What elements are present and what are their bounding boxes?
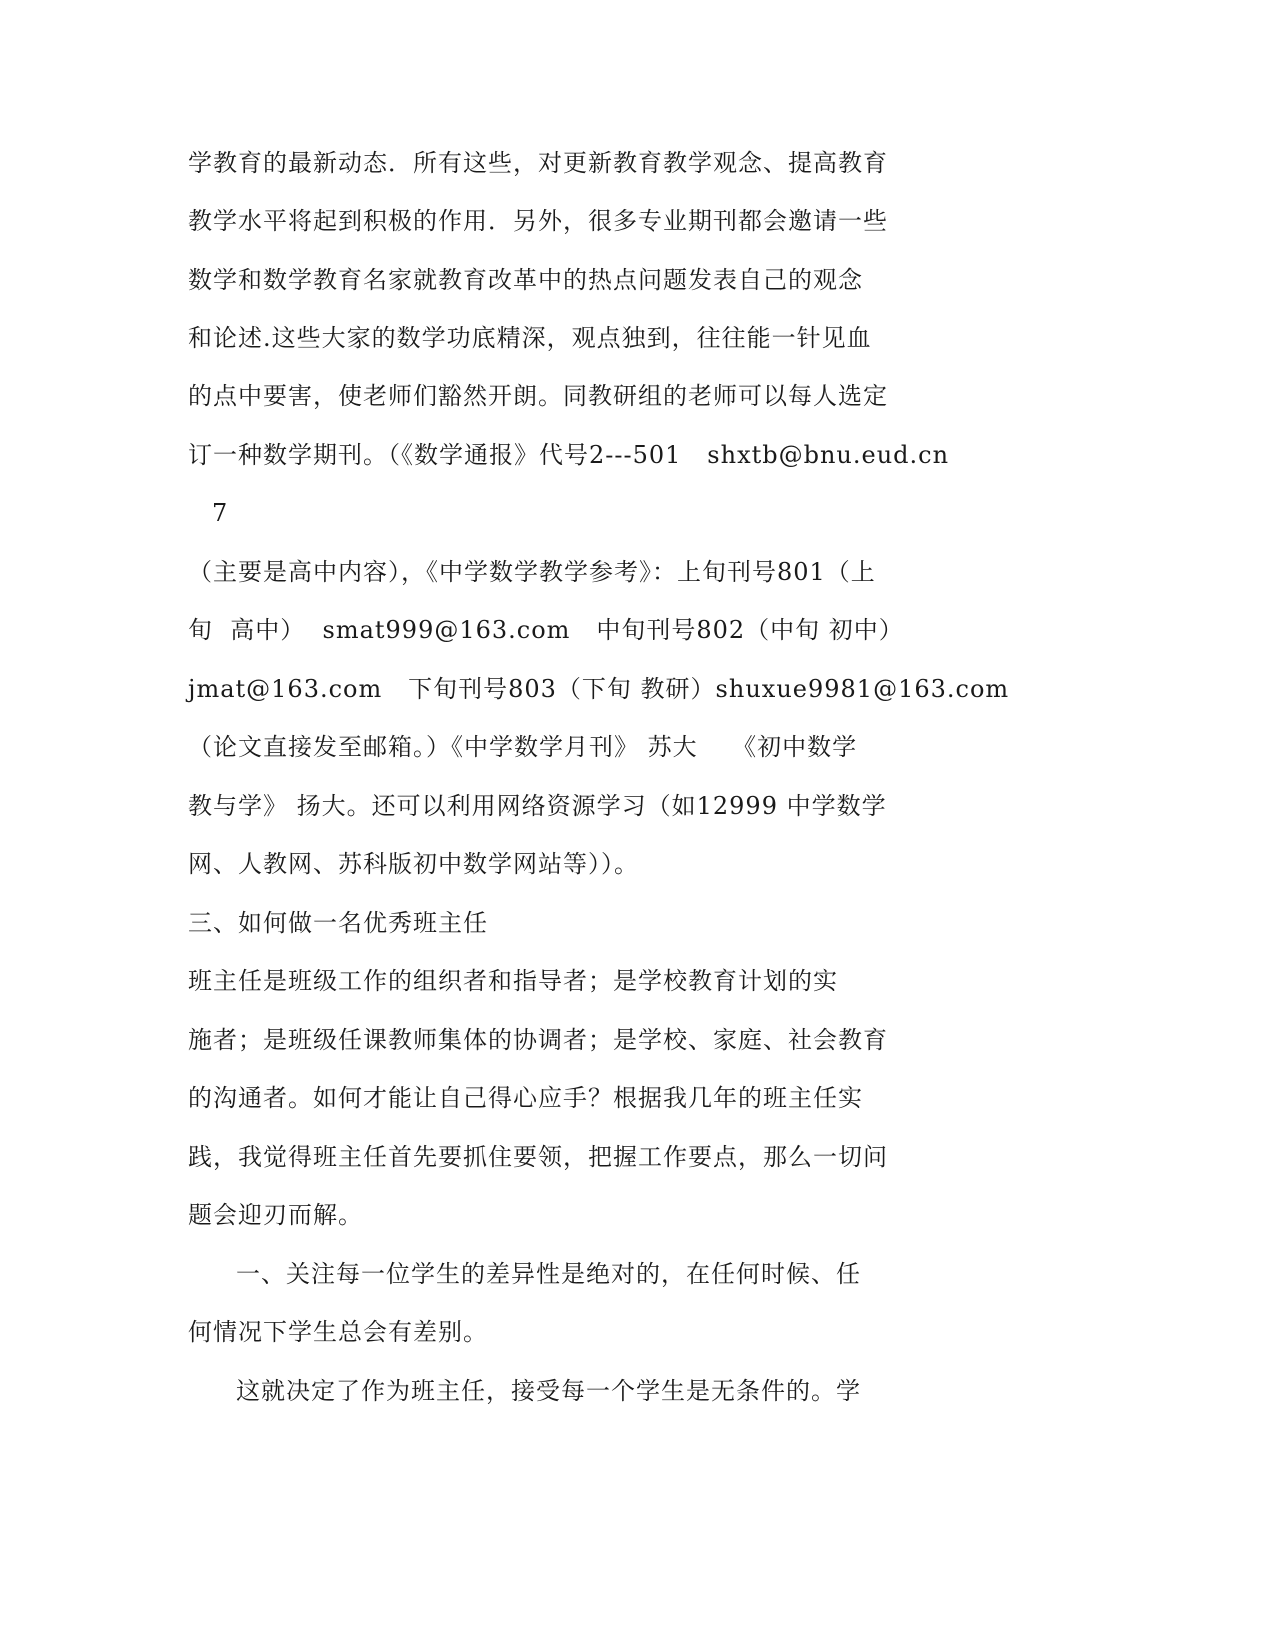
text-line: 班主任是班级工作的组织者和指导者；是学校教育计划的实 (188, 967, 838, 995)
text-line: 这就决定了作为班主任，接受每一个学生是无条件的。学 (236, 1377, 861, 1405)
text-line: 的点中要害，使老师们豁然开朗。同教研组的老师可以每人选定 (188, 382, 888, 410)
text-line: 一、关注每一位学生的差异性是绝对的，在任何时候、任 (236, 1260, 861, 1288)
page-number: 7 (212, 499, 229, 527)
text-line: 旬 高中） smat999@163.com 中旬刊号802（中旬 初中） (188, 616, 904, 644)
text-line: 和论述.这些大家的数学功底精深，观点独到，往往能一针见血 (188, 324, 872, 352)
text-line: 践，我觉得班主任首先要抓住要领，把握工作要点，那么一切问 (188, 1143, 888, 1171)
section-heading: 三、如何做一名优秀班主任 (188, 909, 488, 937)
text-line: 数学和数学教育名家就教育改革中的热点问题发表自己的观念 (188, 266, 863, 294)
text-line: jmat@163.com 下旬刊号803（下旬 教研）shuxue9981@163.com (188, 675, 1010, 703)
text-line: 何情况下学生总会有差别。 (188, 1318, 488, 1346)
text-line: 施者；是班级任课教师集体的协调者；是学校、家庭、社会教育 (188, 1026, 888, 1054)
text-line: 网、人教网、苏科版初中数学网站等））。 (188, 850, 639, 878)
text-line: 题会迎刃而解。 (188, 1201, 363, 1229)
text-line: 教与学》 扬大。还可以利用网络资源学习（如12999 中学数学 (188, 792, 887, 820)
text-line: 教学水平将起到积极的作用．另外，很多专业期刊都会邀请一些 (188, 207, 888, 235)
text-line: （主要是高中内容），《中学数学教学参考》：上旬刊号801（上 (188, 558, 876, 586)
text-line: 学教育的最新动态．所有这些，对更新教育教学观念、提高教育 (188, 149, 888, 177)
text-line: （论文直接发至邮箱。）《中学数学月刊》 苏大 《初中数学 (188, 733, 858, 761)
text-line: 的沟通者。如何才能让自己得心应手？根据我几年的班主任实 (188, 1084, 863, 1112)
text-line: 订一种数学期刊。（《数学通报》代号2---501 shxtb@bnu.eud.cn (188, 441, 950, 469)
